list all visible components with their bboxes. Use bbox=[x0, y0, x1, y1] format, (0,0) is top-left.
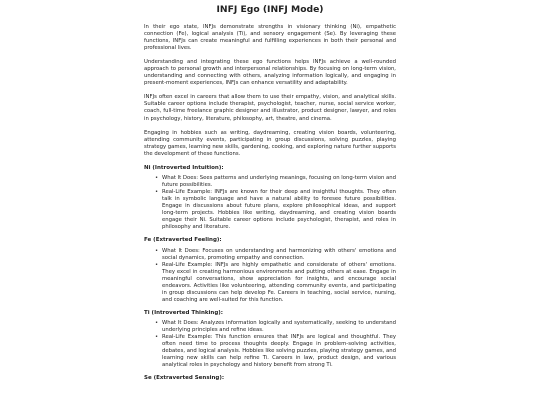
section-list-ni bbox=[144, 175, 396, 231]
paragraph: Engaging in hobbies such as writing, daydreaming, creating vision boards, volunteering, attending community events, participating in group discussions, solving puzzles, playing strategy games, learning new skills, gardening, cooking, and exploring nature further supports the development of these functions. bbox=[144, 129, 396, 157]
list-item bbox=[155, 334, 396, 369]
paragraph: INFJs often excel in careers that allow them to use their empathy, vision, and analytical skills. Suitable career options include therapist, psychologist, teacher, nurse, social service worker, coach, full-time freelance graphic designer and illustrator, product designer, lawyer, and roles in psychology, history, literature, philosophy, art, theatre, and cinema. bbox=[144, 94, 396, 122]
bullet-icon: • bbox=[155, 320, 159, 327]
section-heading-ni: Ni (Introverted Intuition): bbox=[144, 164, 224, 171]
list-item bbox=[155, 247, 396, 262]
page-title: INFJ Ego (INFJ Mode) bbox=[216, 4, 324, 15]
bullet-icon: • bbox=[155, 174, 159, 181]
bullet-icon: • bbox=[155, 334, 159, 341]
list-item-text: What It Does: Sees patterns and underlying meanings, focusing on long-term vision and future possibilities. bbox=[162, 174, 396, 188]
list-item-text: Real-Life Example: INFJs are highly empathetic and considerate of others' emotions. They excel in creating harmonious environments and putting others at ease. Engage in meaningful conversations, show appreciation for insights, and encourage social endeavors. Activities like volunteering, attending community events, and participating in group discussions can help develop Fe. Careers in teaching, social service, nursing, and coaching are well-suited for this function. bbox=[162, 261, 396, 303]
list-item bbox=[155, 261, 396, 304]
section-heading-ti: Ti (Introverted Thinking): bbox=[144, 309, 223, 316]
paragraph: In their ego state, INFJs demonstrate strengths in visionary thinking (Ni), empathetic connection (Fe), logical analysis (Ti), and sensory engagement (Se). By leveraging these functions, INFJs can create meaningful and fulfilling experiences in both their personal and professional lives. bbox=[144, 24, 396, 52]
section-heading-fe: Fe (Extraverted Feeling): bbox=[144, 237, 222, 244]
list-item bbox=[155, 320, 396, 334]
section-heading-se: Se (Extraverted Sensing): bbox=[144, 375, 225, 382]
section-list-ti bbox=[144, 320, 396, 369]
list-item-text: Real-Life Example: This function ensures that INFJs are logical and thoughtful. They often need time to process thoughts deeply. Engage in problem-solving activities, debates, and logical analysis. Hobbies like solving puzzles, playing strategy games, and learning new skills can help refine Ti. Careers in law, product design, and various analytical roles in psychology and history benefit from strong Ti. bbox=[162, 334, 396, 369]
list-item-text: What It Does: Analyzes information logically and systematically, seeking to understand underlying principles and refine ideas. bbox=[162, 320, 396, 334]
list-item-text: Real-Life Example: INFJs are known for their deep and insightful thoughts. They often talk in symbolic language and have a natural ability to foresee future possibilities. Engage in discussions about future plans, explore philosophical ideas, and support long-term projects. Hobbies like writing, daydreaming, and creating vision boards engage their Ni. Suitable career options include psychologist, therapist, and roles in philosophy and literature. bbox=[162, 189, 396, 231]
list-item bbox=[155, 174, 396, 189]
bullet-icon: • bbox=[155, 189, 159, 196]
list-item bbox=[155, 189, 396, 231]
section-list-fe bbox=[144, 248, 396, 304]
list-item-text: What It Does: Focuses on understanding and harmonizing with others' emotions and social dynamics, promoting empathy and connection. bbox=[162, 247, 396, 261]
bullet-icon: • bbox=[155, 247, 159, 254]
bullet-icon: • bbox=[155, 261, 159, 268]
paragraph: Understanding and integrating these ego functions helps INFJs achieve a well-rounded approach to personal growth and interpersonal relationships. By focusing on long-term vision, understanding and connecting with others, analyzing information logically, and engaging in present-moment experiences, INFJs can enhance versatility and adaptability. bbox=[144, 59, 396, 87]
